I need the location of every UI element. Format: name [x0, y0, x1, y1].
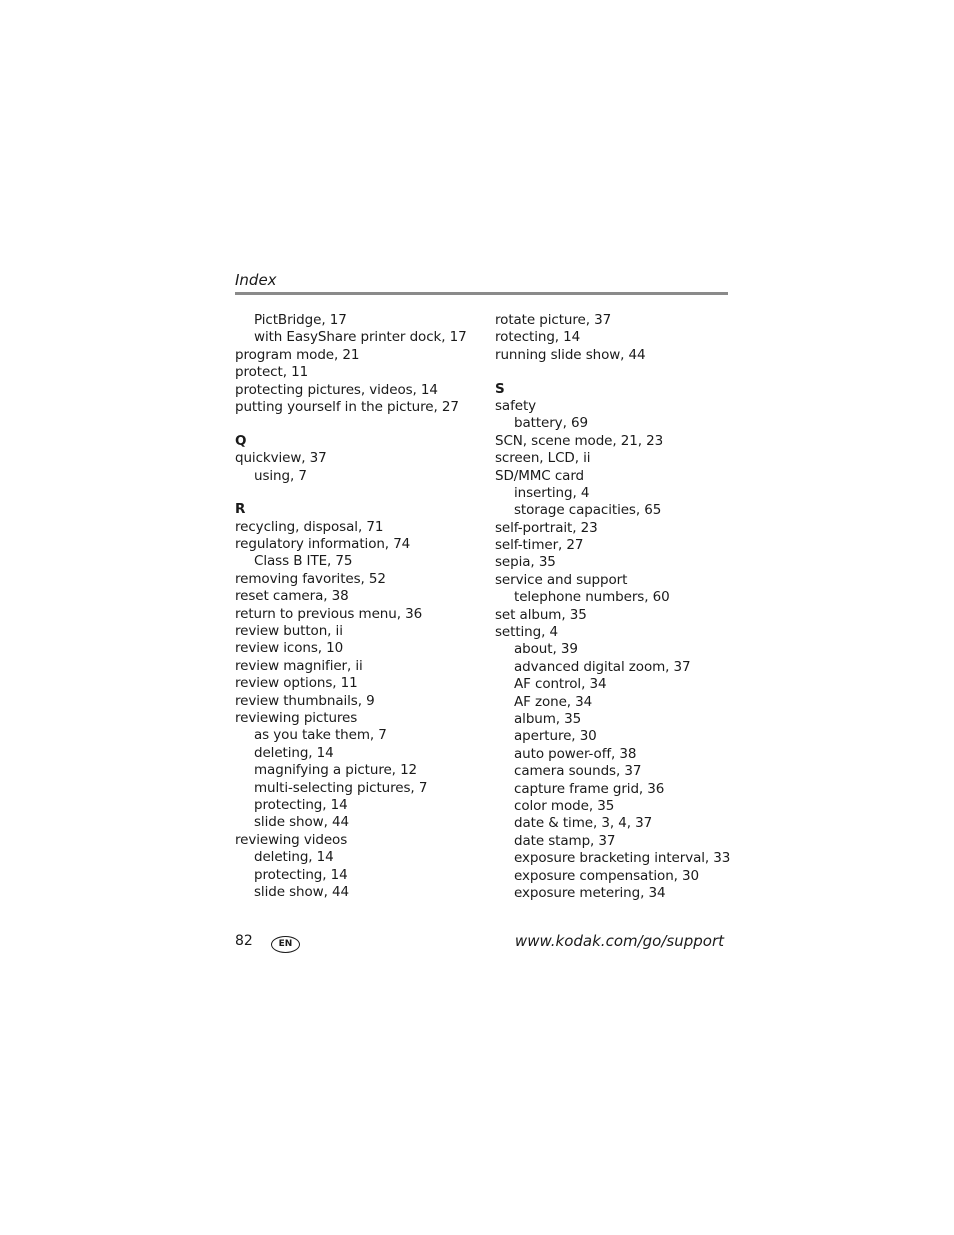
index-subentry: protecting, 14 — [254, 866, 348, 883]
index-entry: rotecting, 14 — [495, 329, 581, 346]
index-entry: putting yourself in the picture, 27 — [235, 398, 459, 415]
index-subentry: with EasyShare printer dock, 17 — [254, 329, 467, 346]
index-entry: SCN, scene mode, 21, 23 — [495, 432, 664, 449]
index-entry: review icons, 10 — [235, 640, 344, 657]
index-subentry: battery, 69 — [514, 415, 588, 432]
index-subentry: auto power-off, 38 — [514, 745, 637, 762]
index-subentry: date & time, 3, 4, 37 — [514, 815, 653, 832]
running-header: Index — [235, 271, 277, 289]
index-subentry: album, 35 — [514, 710, 582, 727]
index-subentry: protecting, 14 — [254, 796, 348, 813]
index-subentry: capture frame grid, 36 — [514, 780, 665, 797]
section-gap — [495, 364, 730, 380]
index-subentry: PictBridge, 17 — [254, 312, 347, 328]
index-column-left — [235, 312, 467, 901]
index-entry: rotate picture, 37 — [495, 312, 612, 328]
index-subentry: date stamp, 37 — [514, 832, 616, 849]
index-entry: SD/MMC card — [495, 467, 585, 484]
index-subentry: AF control, 34 — [514, 676, 607, 693]
index-subentry: about, 39 — [514, 641, 578, 658]
index-subentry: exposure metering, 34 — [514, 884, 666, 901]
index-entry: self-timer, 27 — [495, 537, 584, 554]
index-subentry: telephone numbers, 60 — [514, 589, 670, 606]
index-entry: running slide show, 44 — [495, 346, 646, 363]
index-entry: removing favorites, 52 — [235, 570, 386, 587]
index-entry: reset camera, 38 — [235, 588, 349, 605]
index-subentry: deleting, 14 — [254, 744, 334, 761]
index-subentry: deleting, 14 — [254, 849, 334, 866]
index-subentry: as you take them, 7 — [254, 727, 387, 744]
section-gap — [235, 416, 467, 432]
index-entry: review thumbnails, 9 — [235, 692, 375, 709]
index-entry: reviewing pictures — [235, 709, 358, 726]
index-section-letter: Q — [235, 432, 247, 449]
language-badge: EN — [271, 936, 300, 953]
index-entry: protect, 11 — [235, 364, 309, 381]
index-subentry: slide show, 44 — [254, 883, 349, 900]
index-entry: protecting pictures, videos, 14 — [235, 381, 438, 398]
index-column-right — [495, 312, 730, 902]
index-entry: set album, 35 — [495, 606, 587, 623]
index-section-letter: S — [495, 380, 505, 397]
index-subentry: color mode, 35 — [514, 797, 615, 814]
index-entry: program mode, 21 — [235, 346, 360, 363]
index-entry: setting, 4 — [495, 624, 558, 641]
index-subentry: multi-selecting pictures, 7 — [254, 779, 428, 796]
index-subentry: Class B ITE, 75 — [254, 553, 353, 570]
index-subentry: exposure compensation, 30 — [514, 867, 700, 884]
index-subentry: using, 7 — [254, 467, 307, 484]
index-subentry: camera sounds, 37 — [514, 763, 642, 780]
index-entry: recycling, disposal, 71 — [235, 518, 384, 535]
page-number: 82 — [235, 933, 253, 949]
index-entry: self-portrait, 23 — [495, 519, 598, 536]
index-subentry: aperture, 30 — [514, 728, 597, 745]
index-entry: service and support — [495, 571, 628, 588]
index-entry: reviewing videos — [235, 831, 348, 848]
index-subentry: advanced digital zoom, 37 — [514, 658, 691, 675]
index-subentry: storage capacities, 65 — [514, 502, 662, 519]
index-subentry: AF zone, 34 — [514, 693, 593, 710]
index-subentry: slide show, 44 — [254, 814, 349, 831]
index-entry: review button, ii — [235, 623, 343, 640]
index-entry: quickview, 37 — [235, 450, 327, 467]
index-subentry: exposure bracketing interval, 33 — [514, 850, 731, 867]
index-entry: regulatory information, 74 — [235, 536, 411, 553]
footer-url: www.kodak.com/go/support — [514, 932, 724, 950]
index-subentry: inserting, 4 — [514, 484, 590, 501]
header-rule — [235, 292, 728, 295]
index-entry: safety — [495, 397, 537, 414]
section-gap — [235, 485, 467, 501]
index-entry: sepia, 35 — [495, 554, 556, 571]
index-entry: review options, 11 — [235, 675, 358, 692]
index-entry: screen, LCD, ii — [495, 450, 591, 467]
index-entry: review magnifier, ii — [235, 657, 363, 674]
index-section-letter: R — [235, 501, 246, 518]
index-entry: return to previous menu, 36 — [235, 605, 423, 622]
index-subentry: magnifying a picture, 12 — [254, 762, 418, 779]
